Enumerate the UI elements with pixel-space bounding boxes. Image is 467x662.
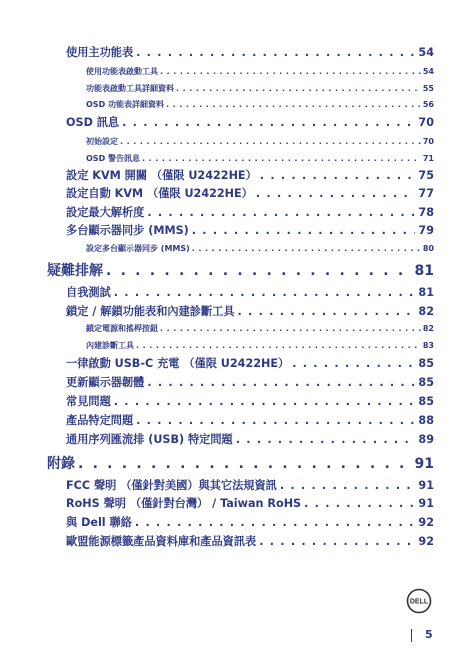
toc-entry-setup-mms[interactable] — [86, 243, 434, 254]
toc-entry-title: 附錄 — [47, 456, 75, 472]
toc-entry-osd-messages[interactable] — [66, 114, 434, 130]
toc-entry-page: 75 — [418, 169, 434, 182]
toc-entry-max-resolution[interactable] — [66, 204, 434, 220]
toc-entry-page: 77 — [418, 187, 434, 200]
toc-entry-page: 79 — [418, 224, 434, 237]
dot-leader — [122, 116, 415, 129]
dot-leader — [256, 187, 416, 200]
toc-entry-built-in-diagnostics[interactable] — [86, 340, 434, 351]
toc-entry-page: 56 — [422, 100, 434, 109]
toc-entry-title: 設定最大解析度 — [66, 206, 145, 219]
toc-entry-osd-warning[interactable] — [86, 153, 434, 164]
toc-entry-page: 85 — [418, 395, 434, 408]
dot-leader — [136, 46, 415, 59]
toc-entry-page: 70 — [422, 137, 434, 146]
dot-leader — [114, 286, 416, 299]
toc-entry-page: 85 — [418, 376, 434, 389]
toc-entry-menu-launcher[interactable] — [86, 66, 434, 77]
toc-entry-lock-power-joystick[interactable] — [86, 323, 434, 334]
toc-entry-title: RoHS 聲明 （僅針對台灣） / Taiwan RoHS — [66, 497, 302, 510]
toc-entry-title: 歐盟能源標籤產品資料庫和產品資訊表 — [66, 535, 257, 548]
dot-leader — [147, 376, 415, 389]
toc-entry-title: 鎖定電源和搖桿按鈕 — [86, 324, 158, 333]
toc-entry-page: 81 — [414, 263, 434, 279]
toc-entry-title: 多台顯示器同步 (MMS) — [66, 224, 189, 237]
toc-entry-usb-problems[interactable] — [66, 431, 434, 447]
dot-leader — [114, 395, 416, 408]
toc-entry-common-problems[interactable] — [66, 393, 434, 409]
dot-leader — [142, 154, 421, 163]
toc-entry-product-problems[interactable] — [66, 412, 434, 428]
toc-chapter-appendix[interactable] — [47, 453, 434, 473]
toc-entry-page: 81 — [418, 286, 434, 299]
toc-entry-title: OSD 訊息 — [66, 116, 120, 129]
toc-entry-title: 使用功能表啟動工具 — [86, 67, 158, 76]
toc-entry-title: 功能表啟動工具詳細資料 — [86, 84, 174, 93]
toc-entry-title: 設定自動 KVM （僅限 U2422HE） — [66, 187, 253, 200]
toc-entry-title: FCC 聲明 （僅針對美國）與其它法規資訊 — [66, 479, 277, 492]
dot-leader — [260, 169, 416, 182]
toc-entry-contact-dell[interactable] — [66, 514, 434, 530]
dot-leader — [136, 414, 415, 427]
toc-entry-lock-unlock[interactable] — [66, 303, 434, 319]
toc-entry-title: 更新顯示器韌體 — [66, 376, 145, 389]
dell-logo-text: DELL — [409, 598, 429, 606]
toc-entry-page: 80 — [422, 244, 434, 253]
toc-entry-page: 92 — [418, 535, 434, 548]
dot-leader — [136, 341, 421, 350]
toc-entry-page: 85 — [418, 357, 434, 370]
dot-leader — [238, 305, 416, 318]
toc-entry-page: 89 — [418, 433, 434, 446]
toc-entry-page: 83 — [422, 341, 434, 350]
toc-entry-page: 82 — [422, 324, 434, 333]
toc-entry-initial-setup[interactable] — [86, 136, 434, 147]
dot-leader — [280, 479, 416, 492]
toc-entry-update-firmware[interactable] — [66, 374, 434, 390]
footer-divider — [411, 629, 412, 642]
toc-entry-title: 設定 KVM 開關 （僅限 U2422HE） — [66, 169, 257, 182]
toc-chapter-troubleshooting[interactable] — [47, 260, 434, 280]
toc-entry-page: 54 — [422, 67, 434, 76]
toc-entry-title: OSD 警告訊息 — [86, 154, 140, 163]
toc-entry-page: 55 — [422, 84, 434, 93]
dot-leader — [236, 433, 416, 446]
dot-leader — [259, 535, 415, 548]
toc-entry-main-menu[interactable] — [66, 44, 434, 60]
toc-entry-title: 自我測試 — [66, 286, 111, 299]
dot-leader — [106, 263, 412, 279]
toc-entry-osd-menu-details[interactable] — [86, 99, 434, 110]
toc-entry-page: 54 — [418, 46, 434, 59]
toc-entry-page: 70 — [418, 116, 434, 129]
toc-entry-title: 鎖定 / 解鎖功能表和內建診斷工具 — [66, 305, 235, 318]
toc-entry-title: 使用主功能表 — [66, 46, 134, 59]
toc-entry-page: 82 — [418, 305, 434, 318]
toc-entry-rohs[interactable] — [66, 495, 434, 511]
toc-entry-page: 92 — [418, 516, 434, 529]
dot-leader — [160, 324, 421, 333]
toc-entry-launcher-details[interactable] — [86, 83, 434, 94]
dot-leader — [304, 497, 415, 510]
toc-entry-page: 71 — [422, 154, 434, 163]
dot-leader — [120, 137, 421, 146]
dot-leader — [78, 456, 412, 472]
toc-entry-page: 91 — [418, 479, 434, 492]
toc-entry-title: 疑難排解 — [47, 263, 103, 279]
toc-entry-page: 91 — [414, 456, 434, 472]
toc-entry-page: 88 — [418, 414, 434, 427]
dot-leader — [147, 206, 415, 219]
toc-entry-page: 91 — [418, 497, 434, 510]
toc-entry-title: 設定多台顯示器同步 (MMS) — [86, 244, 190, 253]
toc-entry-self-test[interactable] — [66, 284, 434, 300]
toc-entry-title: 常見問題 — [66, 395, 111, 408]
dot-leader — [135, 516, 416, 529]
toc-entry-title: 與 Dell 聯絡 — [66, 516, 132, 529]
toc-entry-kvm-switch[interactable] — [66, 167, 434, 183]
toc-entry-auto-kvm[interactable] — [66, 185, 434, 201]
dell-logo — [406, 588, 432, 614]
toc-entry-page: 78 — [418, 206, 434, 219]
toc-entry-mms[interactable] — [66, 222, 434, 238]
toc-entry-title: 內建診斷工具 — [86, 341, 134, 350]
dot-leader — [160, 67, 421, 76]
page-number: 5 — [425, 628, 433, 641]
toc-entry-usbc-charging[interactable] — [66, 355, 434, 371]
dot-leader — [192, 224, 416, 237]
toc-entry-fcc[interactable] — [66, 477, 434, 493]
toc-entry-eu-energy-label[interactable] — [66, 533, 434, 549]
dot-leader — [192, 244, 421, 253]
dot-leader — [292, 357, 415, 370]
dot-leader — [176, 84, 421, 93]
toc-entry-title: 初始設定 — [86, 137, 118, 146]
toc-entry-title: 產品特定問題 — [66, 414, 134, 427]
dot-leader — [166, 100, 421, 109]
toc-entry-title: OSD 功能表詳細資料 — [86, 100, 164, 109]
toc-entry-title: 通用序列匯流排 (USB) 特定問題 — [66, 433, 233, 446]
toc-entry-title: 一律啟動 USB-C 充電 （僅限 U2422HE） — [66, 357, 290, 370]
